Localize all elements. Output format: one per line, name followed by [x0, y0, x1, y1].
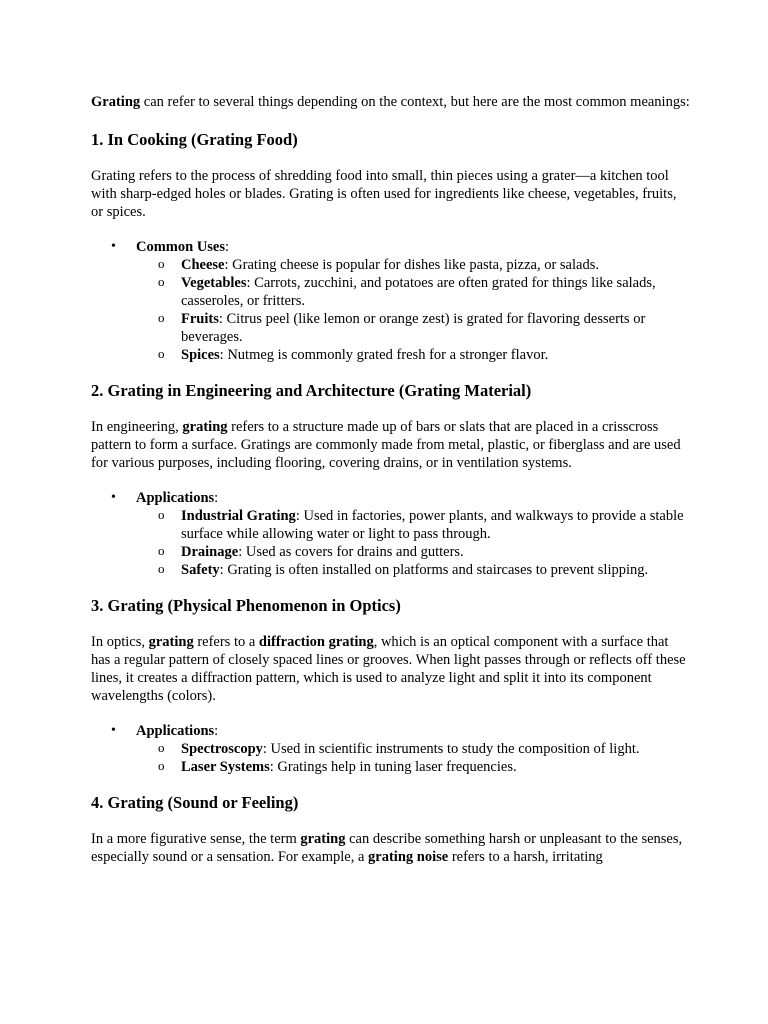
bullet-label: Applications — [136, 723, 215, 739]
item-term: Fruits — [181, 311, 219, 327]
section-paragraph — [91, 167, 691, 221]
label-colon: : — [214, 490, 219, 506]
item-description: : Used as covers for drains and gutters. — [238, 544, 464, 560]
sub-list-item — [91, 758, 691, 776]
sub-list-item — [91, 561, 691, 579]
bold-term: grating — [300, 831, 346, 847]
item-term: Drainage — [181, 544, 239, 560]
item-term: Industrial Grating — [181, 508, 296, 524]
section-heading: 2. Grating in Engineering and Architecture (Grating Material) — [91, 381, 532, 400]
section-paragraph — [91, 418, 691, 472]
section-paragraph — [91, 633, 691, 705]
bullet-list — [91, 238, 691, 364]
circle-bullet-icon: o — [158, 310, 165, 325]
paragraph-text: refers to a structure made up of bars or slats that are placed in a crisscross pattern to form a surface. Gratings are commonly made from metal, plastic, or fiberglass and are used for various purposes, including flooring, covering drains, or in ventilation systems. — [91, 419, 681, 471]
item-term: Vegetables — [181, 275, 247, 291]
circle-bullet-icon: o — [158, 561, 165, 576]
bullet-list — [91, 722, 691, 776]
item-term: Safety — [181, 562, 220, 578]
sub-list-item — [91, 740, 691, 758]
circle-bullet-icon: o — [158, 507, 165, 522]
item-term: Laser Systems — [181, 759, 270, 775]
bullet-icon: • — [111, 490, 116, 505]
bullet-icon: • — [111, 723, 116, 738]
sub-list-item — [91, 274, 691, 310]
paragraph-text: Grating refers to the process of shredding food into small, thin pieces using a grater—a kitchen tool with sharp-edged holes or blades. Grating is often used for ingredients like cheese, vegetables, fruits, or spices. — [91, 168, 677, 220]
intro-paragraph — [91, 93, 691, 111]
sub-list-item — [91, 543, 691, 561]
sub-list — [136, 507, 691, 579]
sub-list-item — [91, 346, 691, 364]
bullet-item — [91, 489, 691, 579]
circle-bullet-icon: o — [158, 256, 165, 271]
circle-bullet-icon: o — [158, 758, 165, 773]
bullet-list — [91, 489, 691, 579]
document-body — [91, 93, 691, 866]
sub-list — [136, 256, 691, 364]
paragraph-text: can describe something harsh or unpleasant to the senses, especially sound or a sensation. For example, a — [91, 831, 683, 865]
item-description: : Carrots, zucchini, and potatoes are often grated for things like salads, casseroles, or fritters. — [181, 275, 656, 309]
sub-list-item — [91, 310, 691, 346]
section-paragraph — [91, 830, 691, 866]
paragraph-text: In optics, — [91, 634, 149, 650]
item-term: Cheese — [181, 257, 225, 273]
section-heading: 4. Grating (Sound or Feeling) — [91, 793, 299, 812]
sub-list — [136, 740, 691, 776]
bullet-icon: • — [111, 239, 116, 254]
item-description: : Used in factories, power plants, and walkways to provide a stable surface while allowing water or light to pass through. — [181, 508, 684, 542]
section-heading: 1. In Cooking (Grating Food) — [91, 130, 298, 149]
paragraph-text: refers to a — [193, 634, 259, 650]
item-description: : Used in scientific instruments to study the composition of light. — [262, 741, 640, 757]
item-term: Spices — [181, 347, 220, 363]
bold-term: grating noise — [368, 849, 449, 865]
bold-term: grating — [182, 419, 228, 435]
label-colon: : — [225, 239, 230, 255]
paragraph-text: , which is an optical component with a surface that has a regular pattern of closely spaced lines or grooves. When light passes through or reflects off these lines, it creates a diffraction pattern, which is used to analyze light and split it into its component wavelengths (colors). — [91, 634, 686, 704]
item-description: : Gratings help in tuning laser frequencies. — [269, 759, 517, 775]
bold-term: diffraction grating — [258, 634, 374, 650]
item-description: : Grating cheese is popular for dishes like pasta, pizza, or salads. — [224, 257, 599, 273]
bullet-item — [91, 238, 691, 364]
circle-bullet-icon: o — [158, 740, 165, 755]
bullet-item — [91, 722, 691, 776]
intro-term: Grating — [91, 94, 141, 110]
sub-list-item — [91, 507, 691, 543]
item-term: Spectroscopy — [181, 741, 263, 757]
paragraph-text: refers to a harsh, irritating — [448, 849, 603, 865]
paragraph-text: In a more figurative sense, the term — [91, 831, 301, 847]
intro-text: can refer to several things depending on the context, but here are the most common meanings: — [140, 94, 690, 110]
circle-bullet-icon: o — [158, 274, 165, 289]
sub-list-item — [91, 256, 691, 274]
circle-bullet-icon: o — [158, 346, 165, 361]
item-description: : Nutmeg is commonly grated fresh for a stronger flavor. — [219, 347, 549, 363]
item-description: : Citrus peel (like lemon or orange zest) is grated for flavoring desserts or beverages. — [181, 311, 646, 345]
bullet-label: Common Uses — [136, 239, 226, 255]
paragraph-text: In engineering, — [91, 419, 183, 435]
sections-container — [91, 130, 691, 866]
bold-term: grating — [148, 634, 194, 650]
label-colon: : — [214, 723, 219, 739]
item-description: : Grating is often installed on platforms and staircases to prevent slipping. — [219, 562, 649, 578]
bullet-label: Applications — [136, 490, 215, 506]
circle-bullet-icon: o — [158, 543, 165, 558]
section-heading: 3. Grating (Physical Phenomenon in Optics) — [91, 596, 401, 615]
